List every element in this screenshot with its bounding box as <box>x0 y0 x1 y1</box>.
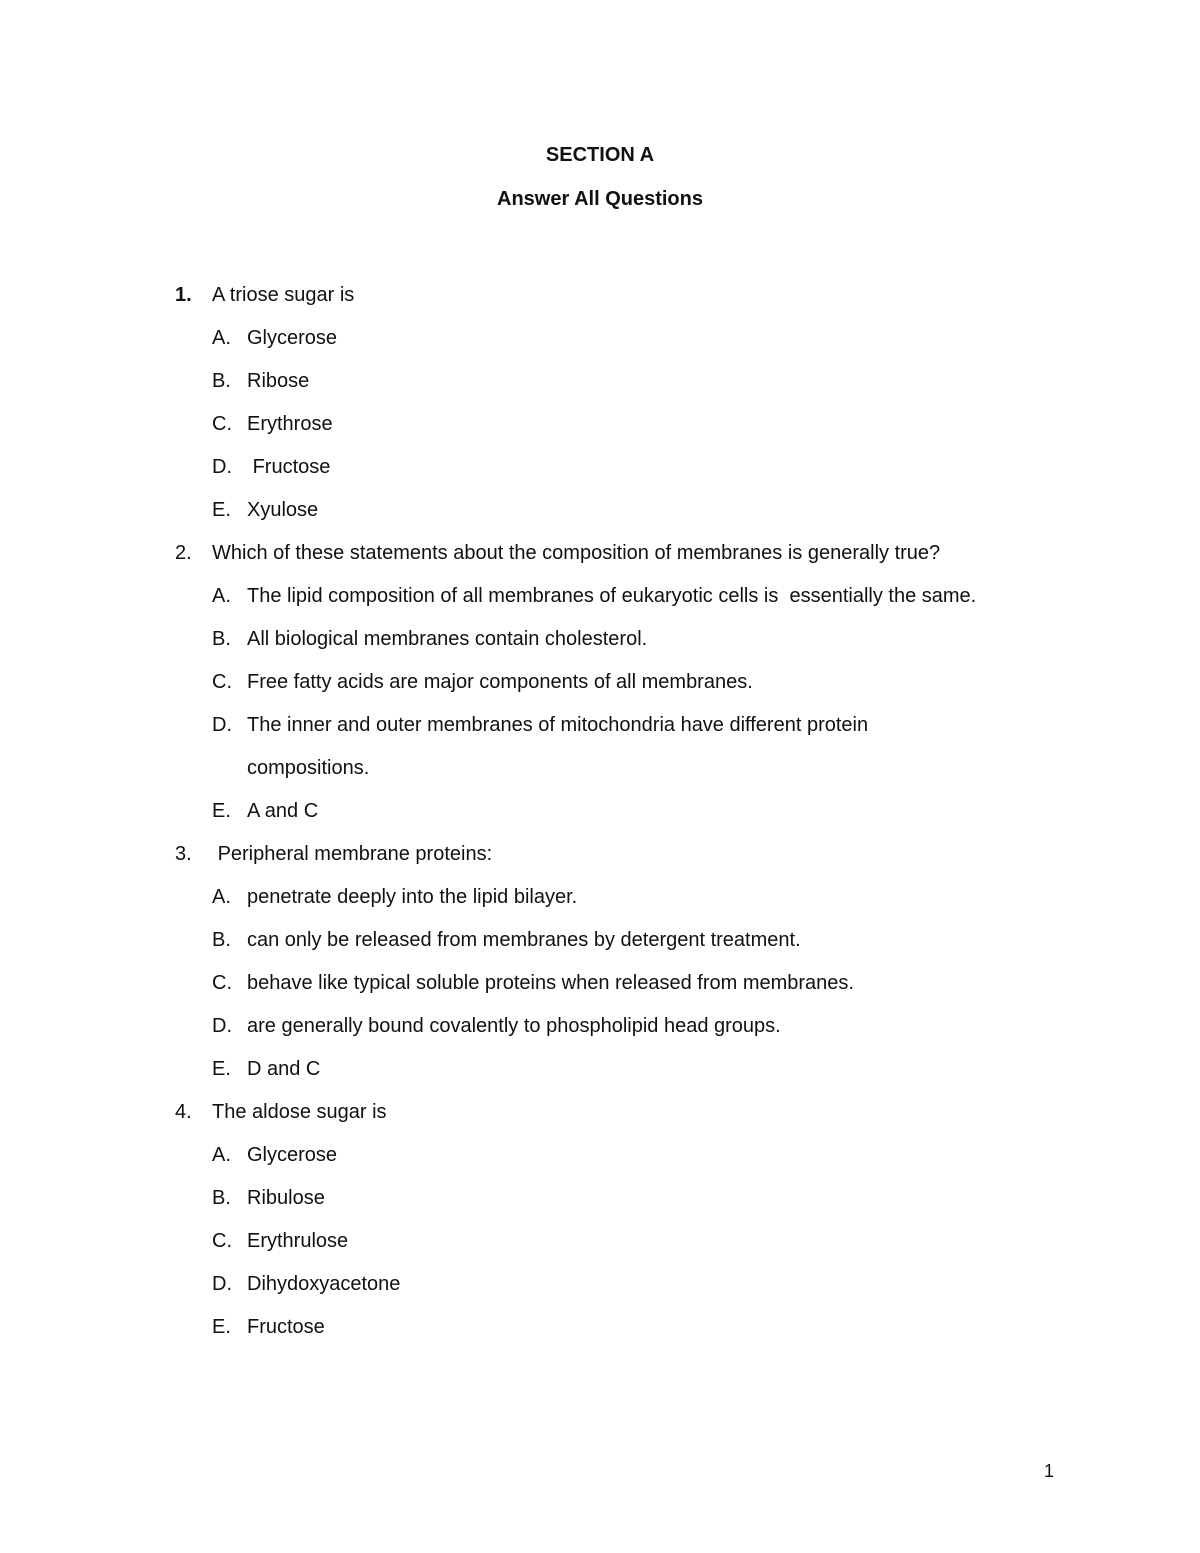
option-letter: D. <box>212 714 232 736</box>
option-3d <box>212 1005 1095 1048</box>
option-text: Glycerose <box>247 327 338 349</box>
option-text: behave like typical soluble proteins when released from membranes. <box>247 972 854 994</box>
option-letter: E. <box>212 499 231 521</box>
option-text: Ribose <box>247 370 310 392</box>
question-list <box>175 274 1095 1349</box>
option-4c <box>212 1220 1095 1263</box>
option-text: Fructose <box>247 456 331 478</box>
option-letter: C. <box>212 671 232 693</box>
option-letter: C. <box>212 1230 232 1252</box>
option-1d <box>212 446 1095 489</box>
option-letter: C. <box>212 413 232 435</box>
option-2b <box>212 618 1095 661</box>
option-text: The inner and outer membranes of mitochondria have different protein compositions. <box>247 714 874 779</box>
question-text: Peripheral membrane proteins: <box>212 843 493 865</box>
option-letter: C. <box>212 972 232 994</box>
option-4d <box>212 1263 1095 1306</box>
option-letter: A. <box>212 1144 231 1166</box>
question-1 <box>175 274 1095 317</box>
question-text: The aldose sugar is <box>212 1101 387 1123</box>
option-letter: D. <box>212 1015 232 1037</box>
option-text: are generally bound covalently to phospholipid head groups. <box>247 1015 781 1037</box>
option-letter: E. <box>212 1058 231 1080</box>
question-number: 3. <box>175 843 192 865</box>
option-letter: B. <box>212 370 231 392</box>
option-3c <box>212 962 1095 1005</box>
option-letter: D. <box>212 1273 232 1295</box>
option-letter: B. <box>212 929 231 951</box>
option-4e <box>212 1306 1095 1349</box>
option-4a <box>212 1134 1095 1177</box>
question-3 <box>175 833 1095 876</box>
question-number: 1. <box>175 284 192 306</box>
option-letter: D. <box>212 456 232 478</box>
option-text: can only be released from membranes by detergent treatment. <box>247 929 801 951</box>
section-title: SECTION A <box>545 144 655 166</box>
option-letter: A. <box>212 327 231 349</box>
option-text: A and C <box>247 800 319 822</box>
question-2 <box>175 532 1095 575</box>
option-3a <box>212 876 1095 919</box>
option-text: Erythrulose <box>247 1230 349 1252</box>
option-1b <box>212 360 1095 403</box>
option-letter: E. <box>212 1316 231 1338</box>
question-text: A triose sugar is <box>212 284 355 306</box>
option-2c <box>212 661 1095 704</box>
option-letter: A. <box>212 585 231 607</box>
option-letter: A. <box>212 886 231 908</box>
option-4b <box>212 1177 1095 1220</box>
section-instruction: Answer All Questions <box>497 188 703 210</box>
option-letter: B. <box>212 628 231 650</box>
option-3e <box>212 1048 1095 1091</box>
option-1e <box>212 489 1095 532</box>
option-1a <box>212 317 1095 360</box>
question-number: 4. <box>175 1101 192 1123</box>
option-text: The lipid composition of all membranes of eukaryotic cells is essentially the same. <box>247 585 977 607</box>
option-text: All biological membranes contain cholesterol. <box>247 628 648 650</box>
option-text: Xyulose <box>247 499 319 521</box>
option-text: Fructose <box>247 1316 325 1338</box>
option-text: penetrate deeply into the lipid bilayer. <box>247 886 578 908</box>
question-4 <box>175 1091 1095 1134</box>
option-letter: E. <box>212 800 231 822</box>
option-text: Erythrose <box>247 413 333 435</box>
question-number: 2. <box>175 542 192 564</box>
option-1c <box>212 403 1095 446</box>
option-2d <box>212 704 1095 790</box>
option-text: Dihydoxyacetone <box>247 1273 401 1295</box>
option-text: Ribulose <box>247 1187 325 1209</box>
option-text: Glycerose <box>247 1144 338 1166</box>
question-text: Which of these statements about the composition of membranes is generally true? <box>212 542 941 564</box>
option-3b <box>212 919 1095 962</box>
option-text: Free fatty acids are major components of all membranes. <box>247 671 753 693</box>
page-number: 1 <box>1044 1461 1055 1481</box>
option-2e <box>212 790 1095 833</box>
option-2a <box>212 575 1095 618</box>
option-text: D and C <box>247 1058 321 1080</box>
option-letter: B. <box>212 1187 231 1209</box>
